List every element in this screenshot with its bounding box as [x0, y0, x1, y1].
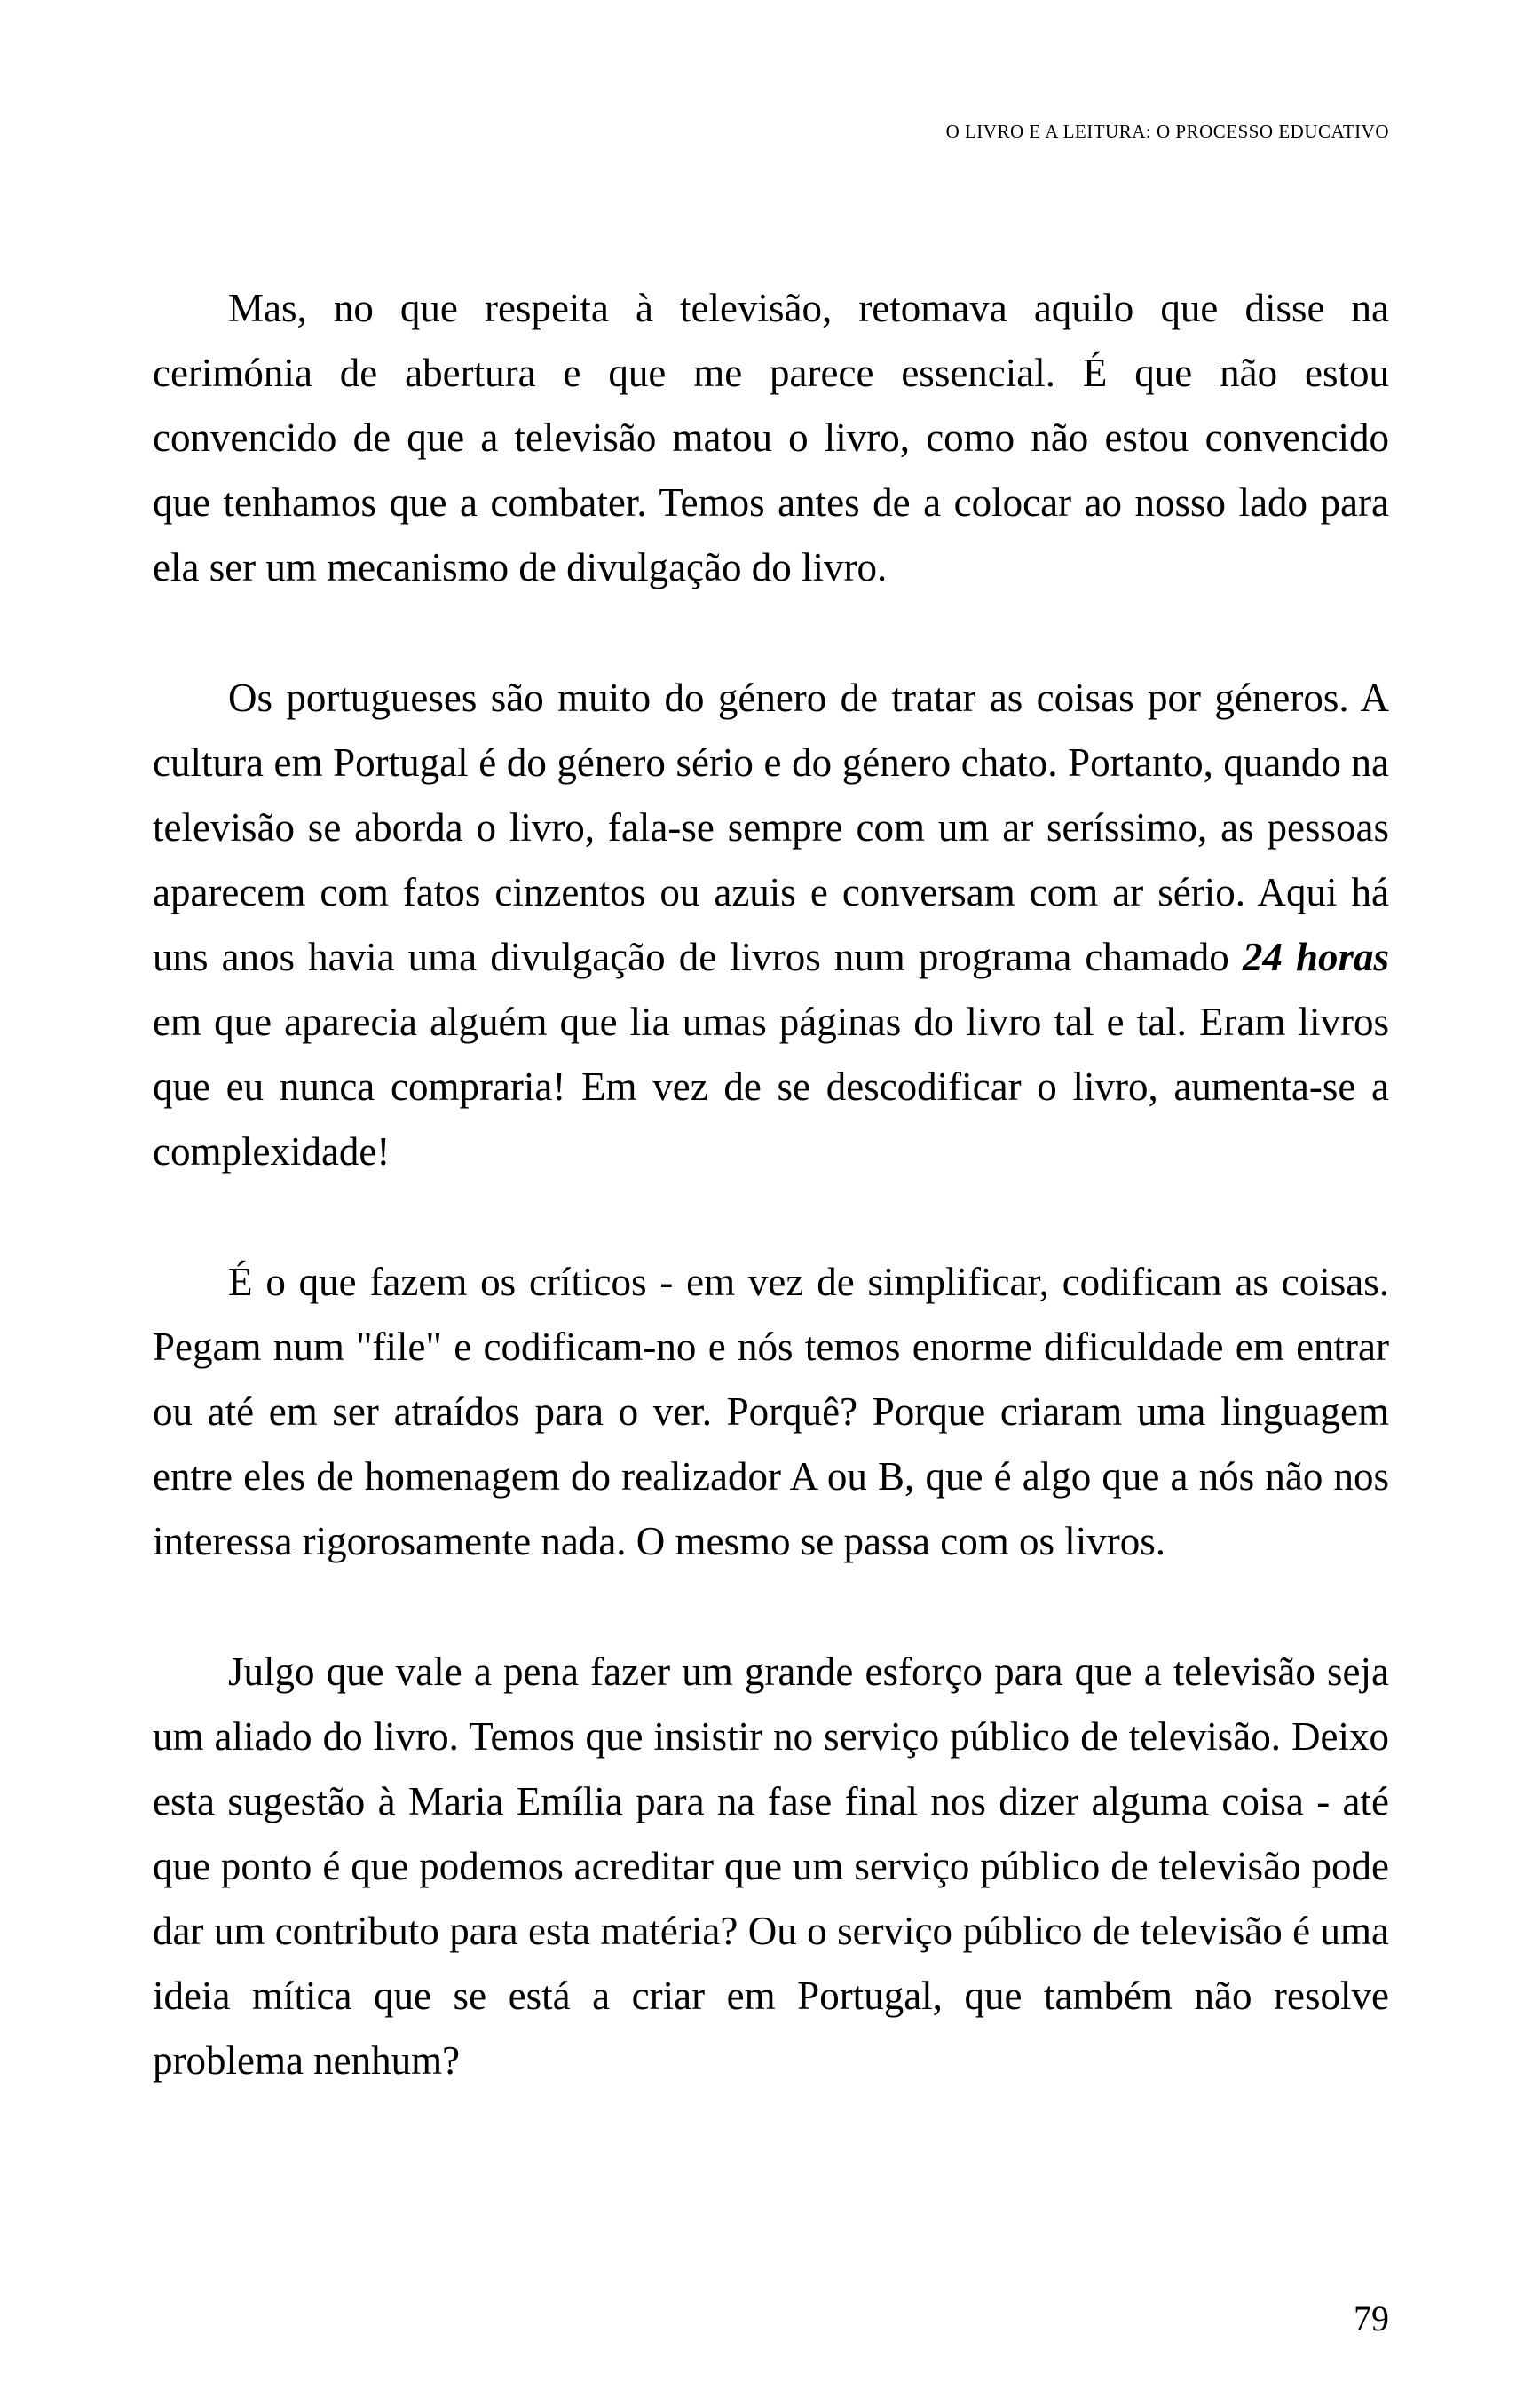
- paragraph-portuguese-genres: [153, 666, 1389, 1184]
- paragraph-text-after-program: em que aparecia alguém que lia umas páginas do livro tal e tal. Eram livros que eu nunca compraria! Em vez de se descodificar o livro, aumenta-se a complexidade!: [153, 1000, 1389, 1174]
- program-name: 24 horas: [1242, 935, 1389, 979]
- body-text: [153, 276, 1389, 2093]
- page-number: 79: [1354, 2298, 1389, 2338]
- paragraph-television-role: Mas, no que respeita à televisão, retomava aquilo que disse na cerimónia de abertura e que me parece essencial. É que não estou convencido de que a televisão matou o livro, como não estou convencido que tenhamos que a combater. Temos antes de a colocar ao nosso lado para ela ser um mecanismo de divulgação do livro.: [153, 286, 1389, 589]
- running-header: O LIVRO E A LEITURA: O PROCESSO EDUCATIVO: [945, 121, 1389, 142]
- paragraph-text-before-program: Os portugueses são muito do género de tratar as coisas por géneros. A cultura em Portugal é do género sério e do género chato. Portanto, quando na televisão se aborda o livro, fala-se sempre com um ar seríssimo, as pessoas aparecem com fatos cinzentos ou azuis e conversam com ar sério. Aqui há uns anos havia uma divulgação de livros num programa chamado: [153, 676, 1389, 979]
- paragraph-critics: É o que fazem os críticos - em vez de simplificar, codificam as coisas. Pegam num "file" e codificam-no e nós temos enorme dificuldade em entrar ou até em ser atraídos para o ver. Porquê? Porque criaram uma linguagem entre eles de homenagem do realizador A ou B, que é algo que a nós não nos interessa rigorosamente nada. O mesmo se passa com os livros.: [153, 1260, 1389, 1563]
- paragraph-public-service: Julgo que vale a pena fazer um grande esforço para que a televisão seja um aliado do livro. Temos que insistir no serviço público de televisão. Deixo esta sugestão à Maria Emília para na fase final nos dizer alguma coisa - até que ponto é que podemos acreditar que um serviço público de televisão pode dar um contributo para esta matéria? Ou o serviço público de televisão é uma ideia mítica que se está a criar em Portugal, que também não resolve problema nenhum?: [153, 1649, 1389, 2083]
